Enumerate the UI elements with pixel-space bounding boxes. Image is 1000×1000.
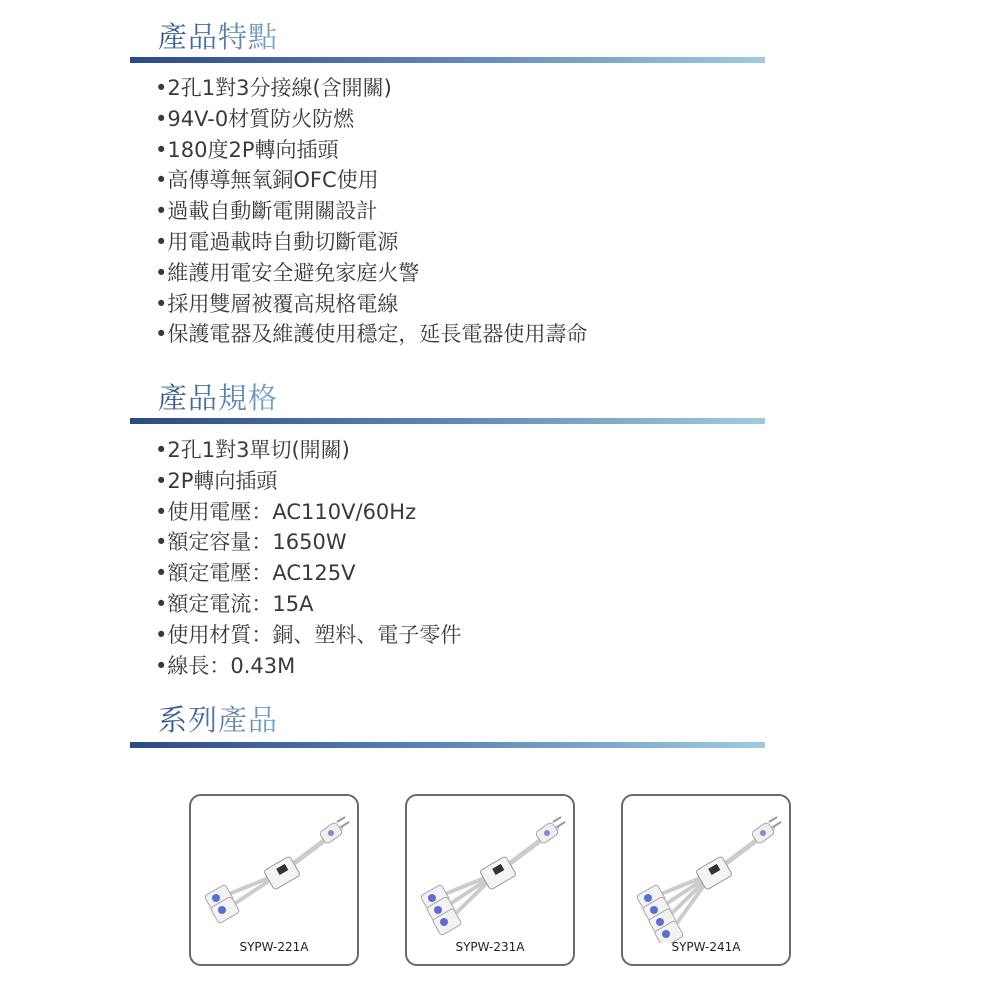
list-item: •用電過載時自動切斷電源 (155, 229, 399, 254)
product-card[interactable] (189, 794, 359, 966)
section-title-features: 產品特點 (158, 20, 279, 54)
power-strip-image (201, 808, 351, 943)
list-item: •2孔1對3單切(開關) (155, 438, 350, 462)
list-item: •採用雙層被覆高規格電線 (155, 291, 399, 316)
product-model: SYPW-241A (671, 940, 741, 954)
list-item: •線長：0.43M (155, 653, 296, 678)
power-strip-image (417, 808, 567, 943)
product-model: SYPW-231A (455, 940, 525, 954)
section-divider (130, 418, 765, 424)
list-item: •額定電流：15A (155, 591, 314, 616)
product-model: SYPW-221A (239, 940, 309, 954)
list-item: •額定容量：1650W (155, 530, 347, 555)
list-item: •過載自動斷電開關設計 (155, 199, 378, 224)
list-item: •額定電壓：AC125V (155, 561, 356, 586)
product-card[interactable] (621, 794, 791, 966)
section-title-specs: 產品規格 (158, 381, 279, 415)
list-item: •高傳導無氧銅OFC使用 (155, 168, 379, 193)
list-item: •使用電壓：AC110V/60Hz (155, 499, 417, 524)
list-item: •保護電器及維護使用穩定，延長電器使用壽命 (155, 322, 588, 347)
list-item: •維護用電安全避免家庭火警 (155, 260, 420, 285)
list-item: •使用材質：銅、塑料、電子零件 (155, 622, 462, 647)
specs-list (155, 435, 461, 681)
list-item: •94V-0材質防火防燃 (155, 106, 355, 131)
features-list (155, 73, 587, 350)
list-item: •2孔1對3分接線(含開關) (155, 76, 392, 100)
power-strip-image (633, 808, 783, 943)
section-title-series: 系列產品 (158, 703, 279, 737)
product-card[interactable] (405, 794, 575, 966)
list-item: •180度2P轉向插頭 (155, 137, 339, 162)
section-divider (130, 742, 765, 748)
section-divider (130, 57, 765, 63)
list-item: •2P轉向插頭 (155, 468, 278, 493)
